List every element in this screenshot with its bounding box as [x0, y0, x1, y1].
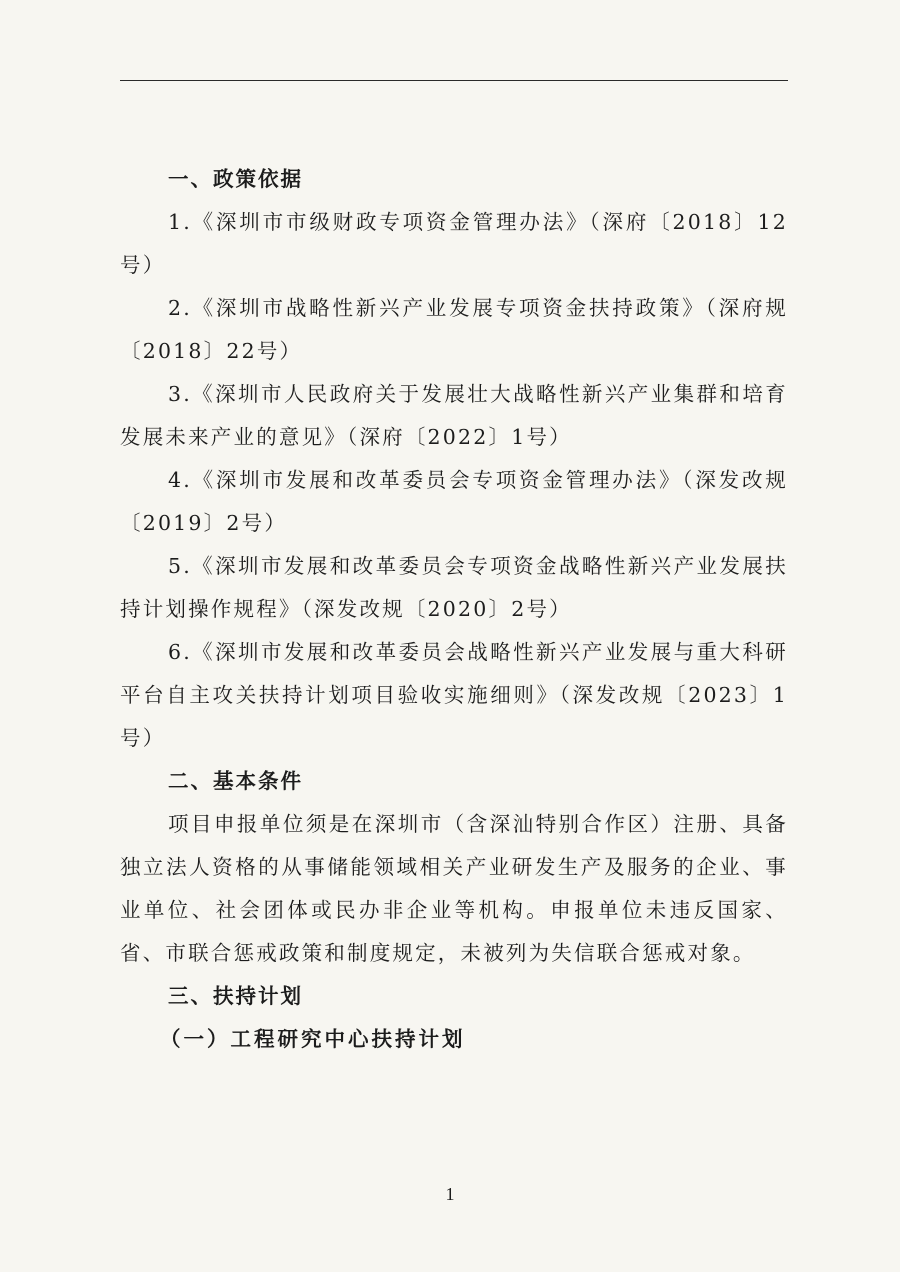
section-heading-policy-basis: 一、政策依据 [168, 167, 303, 191]
section-heading-basic-conditions: 二、基本条件 [168, 769, 303, 793]
page-number: 1 [445, 1184, 455, 1204]
policy-item-3: 3.《深圳市人民政府关于发展壮大战略性新兴产业集群和培育发展未来产业的意见》（深府〔2022〕1号） [120, 382, 788, 449]
document-body [120, 158, 788, 1061]
policy-item-2: 2.《深圳市战略性新兴产业发展专项资金扶持政策》（深府规〔2018〕22号） [120, 296, 788, 363]
header-rule [120, 80, 788, 81]
section-heading-support-plan: 三、扶持计划 [168, 984, 303, 1008]
policy-item-5: 5.《深圳市发展和改革委员会专项资金战略性新兴产业发展扶持计划操作规程》（深发改规〔2020〕2号） [120, 554, 788, 621]
policy-item-6: 6.《深圳市发展和改革委员会战略性新兴产业发展与重大科研平台自主攻关扶持计划项目验收实施细则》（深发改规〔2023〕1号） [120, 640, 788, 750]
policy-item-4: 4.《深圳市发展和改革委员会专项资金管理办法》（深发改规〔2019〕2号） [120, 468, 788, 535]
basic-conditions-paragraph: 项目申报单位须是在深圳市（含深汕特别合作区）注册、具备独立法人资格的从事储能领域相关产业研发生产及服务的企业、事业单位、社会团体或民办非企业等机构。申报单位未违反国家、省、市联合惩戒政策和制度规定，未被列为失信联合惩戒对象。 [120, 812, 788, 965]
policy-item-1: 1.《深圳市市级财政专项资金管理办法》（深府〔2018〕12号） [120, 210, 788, 277]
subheading-engineering-research-center: （一）工程研究中心扶持计划 [160, 1027, 466, 1051]
